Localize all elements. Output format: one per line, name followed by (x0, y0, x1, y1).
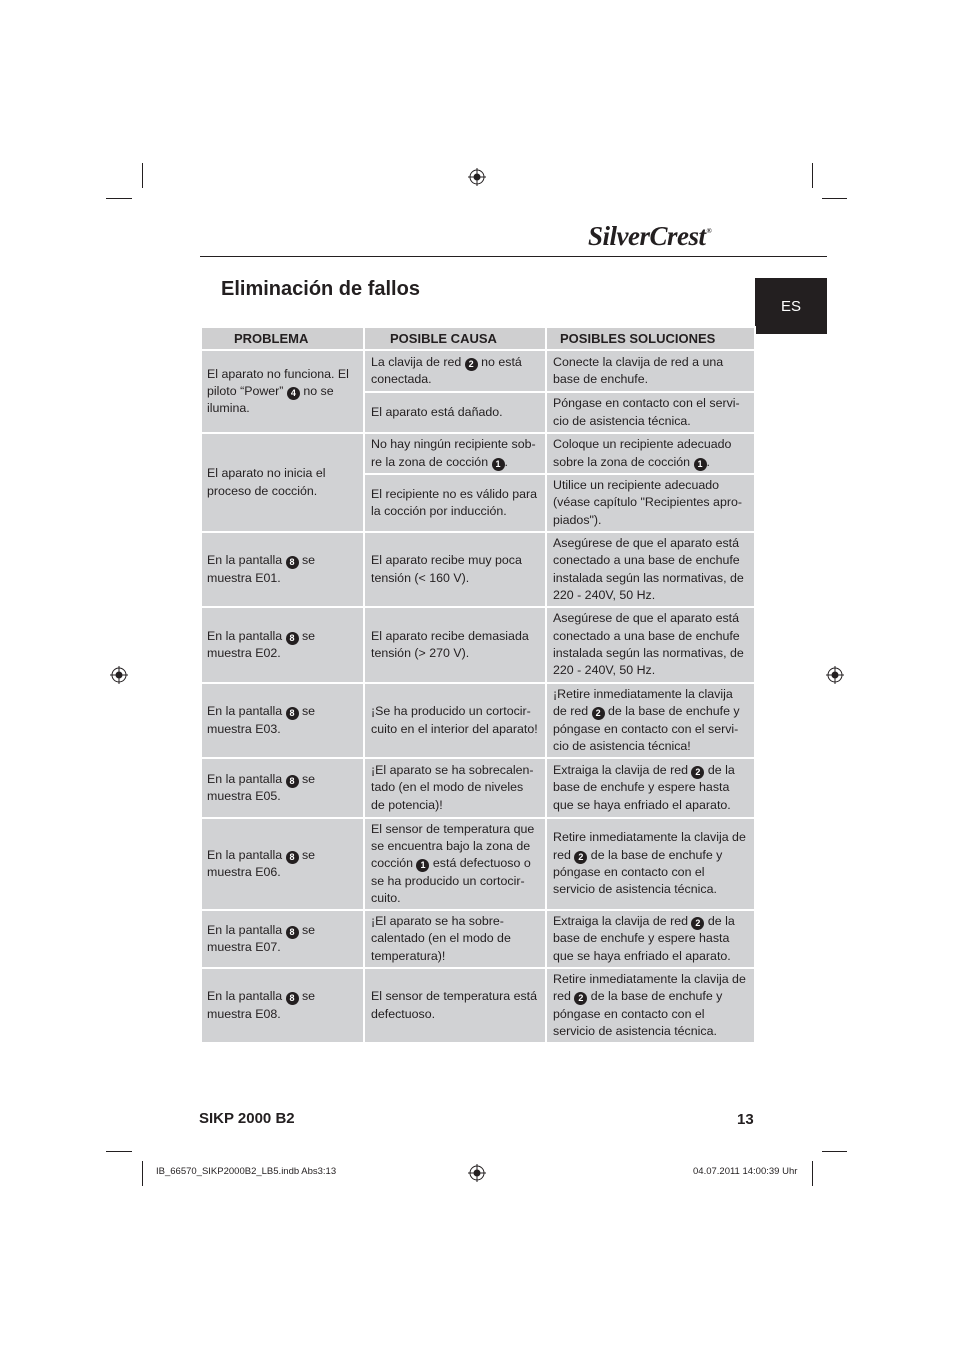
cell-text: En la pantalla (207, 704, 286, 719)
solution-cell (546, 474, 755, 532)
cell-text: Utilice un recipiente adecuado (véase capítulo "Recipientes apro-piados"). (553, 478, 742, 527)
callout-number-icon: 2 (574, 851, 587, 864)
problem-cell (201, 758, 364, 818)
solution-cell (546, 683, 755, 758)
page-number: 13 (737, 1111, 754, 1128)
crop-mark (142, 1161, 143, 1186)
registration-mark-icon (826, 666, 844, 684)
cell-text: de la base de enchufe y póngase en contacto con el servicio de asistencia técnica. (553, 989, 723, 1038)
table-row (201, 910, 755, 968)
cell-text: Póngase en contacto con el servi-cio de asistencia técnica. (553, 396, 740, 428)
print-slug-timestamp: 04.07.2011 14:00:39 Uhr (693, 1166, 798, 1177)
cell-text: En la pantalla (207, 628, 286, 643)
cell-text: Extraiga la clavija de red (553, 763, 692, 778)
cell-text: se muestra E08. (207, 989, 316, 1021)
table-row (201, 607, 755, 683)
cell-text: La clavija de red (371, 354, 465, 369)
solution-cell (546, 350, 755, 392)
cell-text: de la base de enchufe y espere hasta que se haya enfriado el aparato. (553, 763, 735, 812)
cell-text: Conecte la clavija de red a una base de enchufe. (553, 354, 724, 386)
cell-text: En la pantalla (207, 922, 286, 937)
crop-mark (106, 1151, 132, 1152)
cell-text: Retire inmediatamente la clavija de red (553, 971, 746, 1004)
cell-text: El recipiente no es válido para la cocción por inducción. (371, 486, 537, 518)
cause-cell (364, 532, 546, 607)
cell-text: se muestra E01. (207, 553, 316, 585)
registered-mark: ® (706, 227, 712, 235)
cause-cell (364, 910, 546, 968)
cell-text: No hay ningún recipiente sob-re la zona de cocción (371, 437, 536, 469)
solution-cell (546, 818, 755, 910)
registration-mark-icon (468, 168, 486, 186)
callout-number-icon: 2 (691, 917, 704, 930)
table-row (201, 758, 755, 818)
table-row (201, 433, 755, 474)
header-rule (200, 256, 827, 257)
language-tab-label: ES (780, 297, 801, 315)
cell-text: . (706, 454, 710, 469)
crop-mark (812, 1161, 813, 1186)
cell-text: de la base de enchufe y espere hasta que se haya enfriado el aparato. (553, 914, 735, 963)
model-name: SIKP 2000 B2 (199, 1110, 295, 1127)
callout-number-icon: 8 (286, 851, 299, 864)
cell-text: ¡Se ha producido un cortocir-cuito en el interior del aparato! (371, 704, 538, 736)
cell-text: En la pantalla (207, 553, 286, 568)
table-row (201, 818, 755, 910)
registration-mark-icon (110, 666, 128, 684)
cell-text: se muestra E05. (207, 771, 316, 803)
registration-mark-icon (468, 1164, 486, 1182)
crop-mark (822, 1151, 847, 1152)
callout-number-icon: 8 (286, 775, 299, 788)
cell-text: ¡El aparato se ha sobrecalen-tado (en el modo de niveles de potencia)! (371, 763, 534, 812)
brand-logo (588, 221, 710, 252)
cause-cell (364, 758, 546, 818)
cause-cell (364, 968, 546, 1043)
solution-cell (546, 433, 755, 474)
cell-text: se muestra E07. (207, 922, 316, 954)
crop-mark (822, 198, 847, 199)
cell-text: Asegúrese de que el aparato está conectado a una base de enchufe instalada según las normativas, de 220 - 240V, 50 Hz. (553, 535, 744, 602)
solution-cell (546, 532, 755, 607)
table-row (201, 968, 755, 1043)
crop-mark (812, 163, 813, 188)
cause-cell (364, 350, 546, 392)
cause-cell (364, 474, 546, 532)
cell-text: no se ilumina. (207, 383, 334, 416)
cell-text: Coloque un recipiente adecuado sobre la zona de cocción (553, 437, 732, 469)
cell-text: Asegúrese de que el aparato está conectado a una base de enchufe instalada según las normativas, de 220 - 240V, 50 Hz. (553, 611, 744, 678)
cell-text: Extraiga la clavija de red (553, 914, 692, 929)
cell-text: En la pantalla (207, 989, 286, 1004)
problem-cell (201, 433, 364, 532)
cause-cell (364, 683, 546, 758)
callout-number-icon: 2 (465, 358, 478, 371)
table-header-row (201, 327, 755, 350)
callout-number-icon: 1 (492, 458, 505, 471)
table-row (201, 532, 755, 607)
callout-number-icon: 8 (286, 992, 299, 1005)
brand-name: SilverCrest (588, 221, 706, 251)
cell-text: se muestra E06. (207, 847, 316, 879)
callout-number-icon: 2 (574, 992, 587, 1005)
solution-cell (546, 758, 755, 818)
problem-cell (201, 607, 364, 683)
language-tab (755, 278, 827, 334)
cell-text: Retire inmediatamente la clavija de red (553, 830, 746, 862)
table-row (201, 683, 755, 758)
callout-number-icon: 2 (691, 766, 704, 779)
solution-cell (546, 392, 755, 433)
cause-cell (364, 433, 546, 474)
callout-number-icon: 4 (287, 387, 300, 400)
solution-cell (546, 968, 755, 1043)
cell-text: no está conectada. (371, 354, 522, 386)
cell-text: . (504, 454, 508, 469)
cell-text: El sensor de temperatura está defectuoso. (371, 989, 537, 1021)
problem-cell (201, 968, 364, 1043)
column-header-problem: PROBLEMA (201, 327, 364, 350)
problem-cell (201, 683, 364, 758)
print-slug-file: IB_66570_SIKP2000B2_LB5.indb Abs3:13 (156, 1166, 337, 1177)
callout-number-icon: 8 (286, 556, 299, 569)
cell-text: El aparato recibe demasiada tensión (> 270 V). (371, 628, 529, 660)
cell-text: de la base de enchufe y póngase en contacto con el servi-cio de asistencia técnica! (553, 704, 740, 753)
cell-text: El aparato no inicia el proceso de cocción. (207, 466, 326, 498)
cell-text: se muestra E03. (207, 704, 316, 736)
cell-text: En la pantalla (207, 847, 286, 862)
cell-text: ¡Retire inmediatamente la clavija de red (553, 686, 733, 719)
page-title: Eliminación de fallos (221, 278, 420, 300)
cell-text: ¡El aparato se ha sobre-calentado (en el modo de temperatura)! (371, 914, 511, 963)
troubleshooting-table (200, 326, 756, 1044)
callout-number-icon: 1 (694, 458, 707, 471)
cause-cell (364, 818, 546, 910)
solution-cell (546, 910, 755, 968)
crop-mark (106, 198, 132, 199)
callout-number-icon: 1 (416, 859, 429, 872)
cause-cell (364, 392, 546, 433)
cell-text: de la base de enchufe y póngase en contacto con el servicio de asistencia técnica. (553, 847, 723, 897)
solution-cell (546, 607, 755, 683)
problem-cell (201, 818, 364, 910)
cell-text: está defectuoso o se ha producido un cortocir-cuito. (371, 856, 531, 905)
problem-cell (201, 910, 364, 968)
column-header-cause: POSIBLE CAUSA (364, 327, 546, 350)
callout-number-icon: 8 (286, 632, 299, 645)
cell-text: El aparato está dañado. (371, 404, 503, 419)
problem-cell (201, 532, 364, 607)
cell-text: El aparato recibe muy poca tensión (< 160 V). (371, 553, 522, 585)
cell-text: En la pantalla (207, 771, 286, 786)
crop-mark (142, 163, 143, 188)
callout-number-icon: 2 (592, 707, 605, 720)
problem-cell (201, 350, 364, 433)
cause-cell (364, 607, 546, 683)
cell-text: El sensor de temperatura que se encuentra bajo la zona de cocción (371, 821, 535, 871)
column-header-solutions: POSIBLES SOLUCIONES (546, 327, 755, 350)
callout-number-icon: 8 (286, 926, 299, 939)
callout-number-icon: 8 (286, 707, 299, 720)
table-body (201, 350, 755, 1043)
cell-text: se muestra E02. (207, 628, 316, 660)
cell-text: El aparato no funciona. El piloto “Power” (207, 366, 349, 398)
table-row (201, 350, 755, 392)
